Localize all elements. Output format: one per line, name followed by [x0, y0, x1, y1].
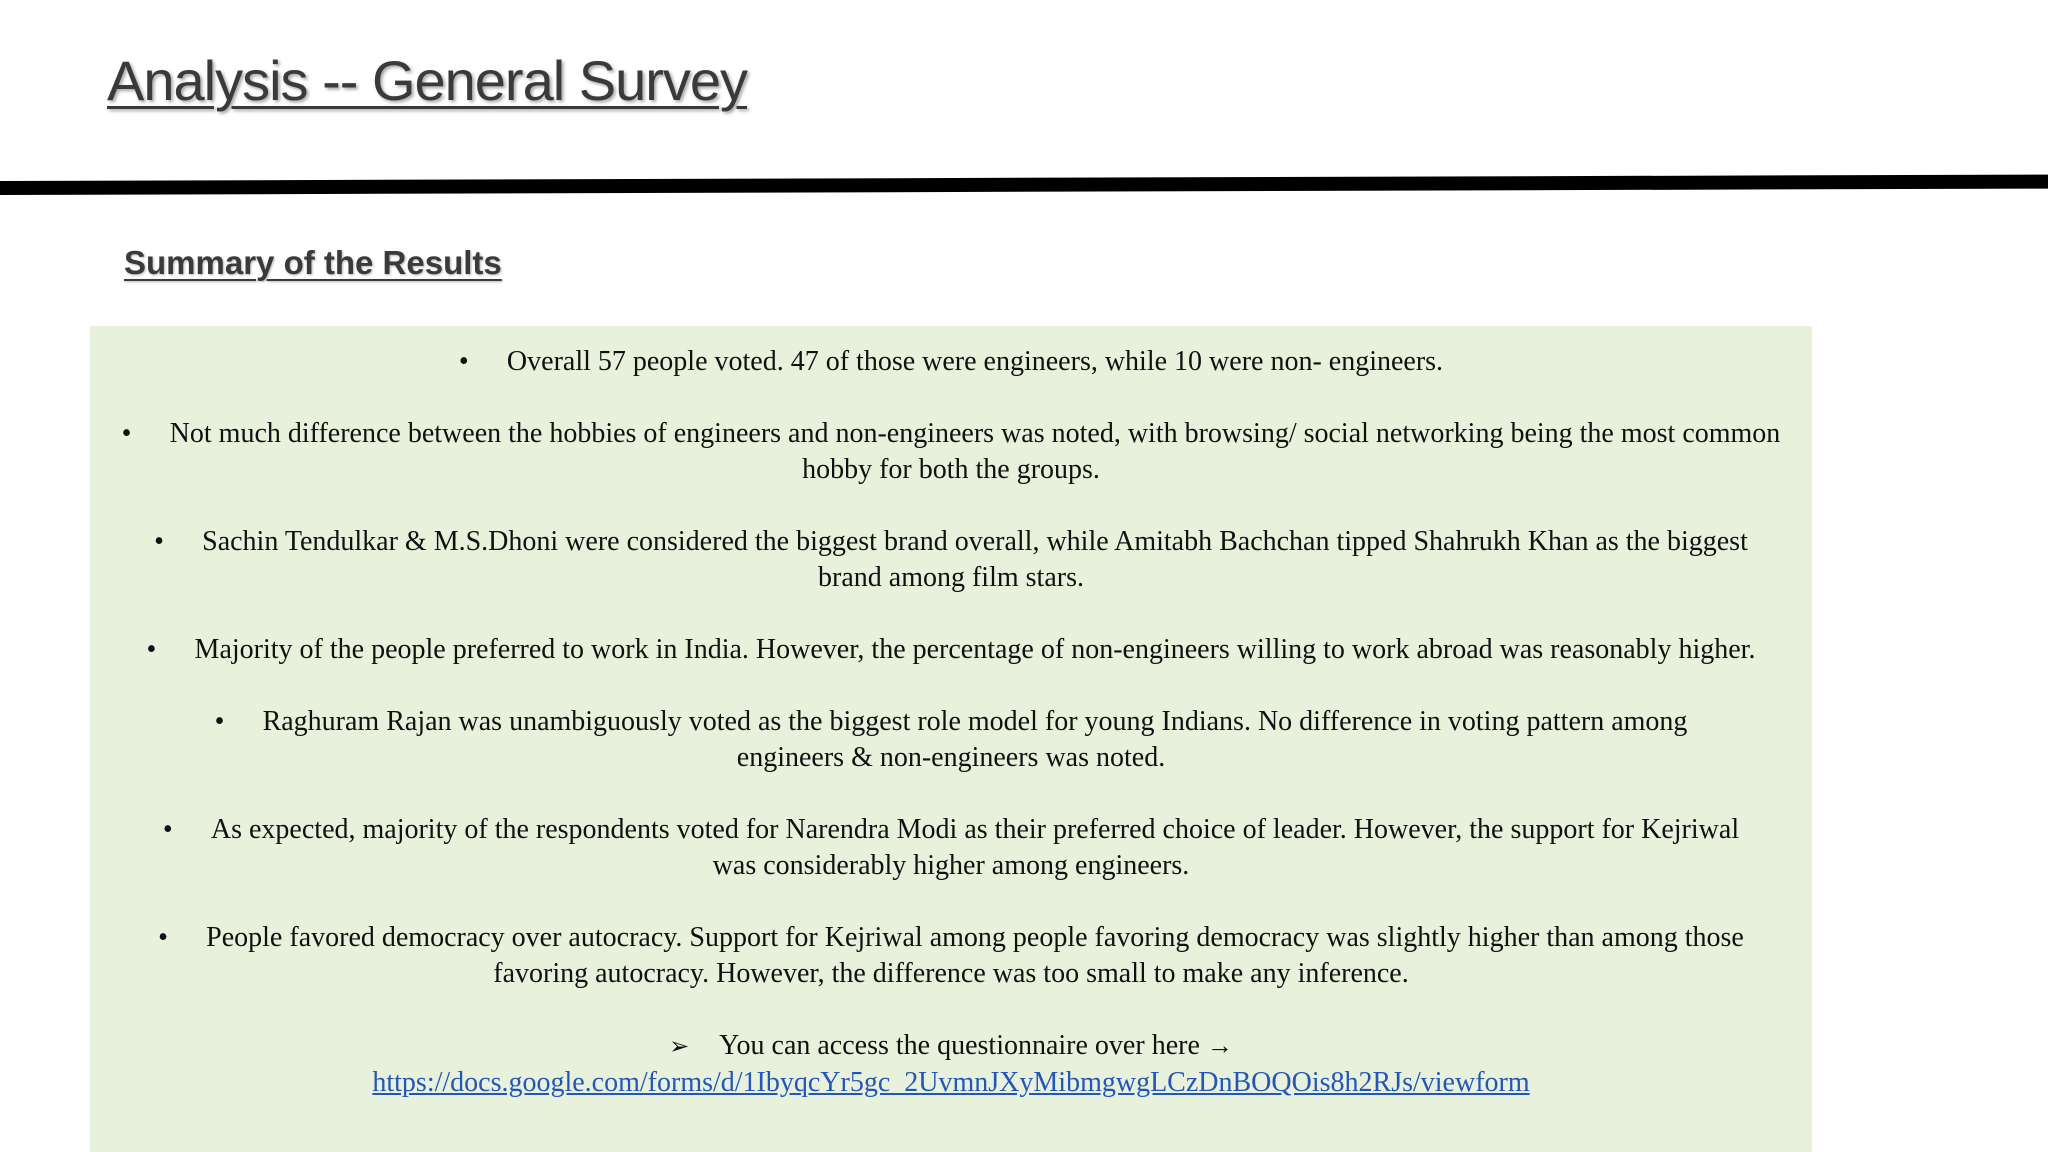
summary-bullet-7	[131, 920, 1771, 992]
bullet-text: Raghuram Rajan was unambiguously voted as the biggest role model for young Indians. No difference in voting pattern among engineers & non-engineers was noted.	[262, 706, 1688, 773]
bullet-text: People favored democracy over autocracy. Support for Kejriwal among people favoring democracy was slightly higher than among those favoring autocracy. However, the difference was too small to make any inference.	[206, 922, 1744, 989]
bullet-icon: •	[458, 346, 469, 377]
bullet-text: Sachin Tendulkar & M.S.Dhoni were considered the biggest brand overall, while Amitabh Bachchan tipped Shahrukh Khan as the biggest brand among film stars.	[202, 526, 1748, 593]
questionnaire-note	[90, 1028, 1812, 1101]
section-heading: Summary of the Results	[124, 244, 502, 281]
bullet-icon: •	[162, 814, 173, 845]
summary-box	[90, 326, 1812, 1152]
bullet-text: Majority of the people preferred to work in India. However, the percentage of non-engineers willing to work abroad was reasonably higher.	[194, 634, 1756, 665]
bullet-icon: •	[146, 634, 157, 665]
questionnaire-note-text: You can access the questionnaire over here	[719, 1030, 1200, 1061]
bullet-text: Overall 57 people voted. 47 of those were engineers, while 10 were non- engineers.	[506, 346, 1444, 377]
bullet-icon: •	[214, 706, 225, 737]
bullet-icon: •	[121, 418, 132, 449]
summary-bullet-4	[131, 632, 1771, 668]
slide-title: Analysis -- General Survey	[107, 49, 748, 112]
bullet-icon: •	[154, 526, 164, 557]
questionnaire-note-line	[90, 1028, 1812, 1065]
bullet-text: Not much difference between the hobbies of engineers and non-engineers was noted, with browsing/ social networking being the most common hobby for both the groups.	[169, 418, 1781, 485]
title-divider	[0, 175, 2048, 195]
summary-bullet-5	[161, 704, 1741, 776]
summary-bullet-6	[161, 812, 1741, 884]
summary-bullet-2	[111, 416, 1791, 488]
summary-bullet-1	[386, 344, 1516, 380]
summary-bullet-3	[141, 524, 1761, 596]
right-arrow-icon: →	[1206, 1031, 1233, 1060]
bullet-text: As expected, majority of the respondents voted for Narendra Modi as their preferred choice of leader. However, the support for Kejriwal was considerably higher among engineers.	[210, 814, 1740, 881]
arrowhead-bullet-icon: ➢	[669, 1034, 690, 1060]
questionnaire-link[interactable]: https://docs.google.com/forms/d/1IbyqcYr5gc_2UvmnJXyMibmgwgLCzDnBOQOis8h2RJs/viewform	[372, 1067, 1530, 1098]
bullet-icon: •	[158, 922, 168, 953]
